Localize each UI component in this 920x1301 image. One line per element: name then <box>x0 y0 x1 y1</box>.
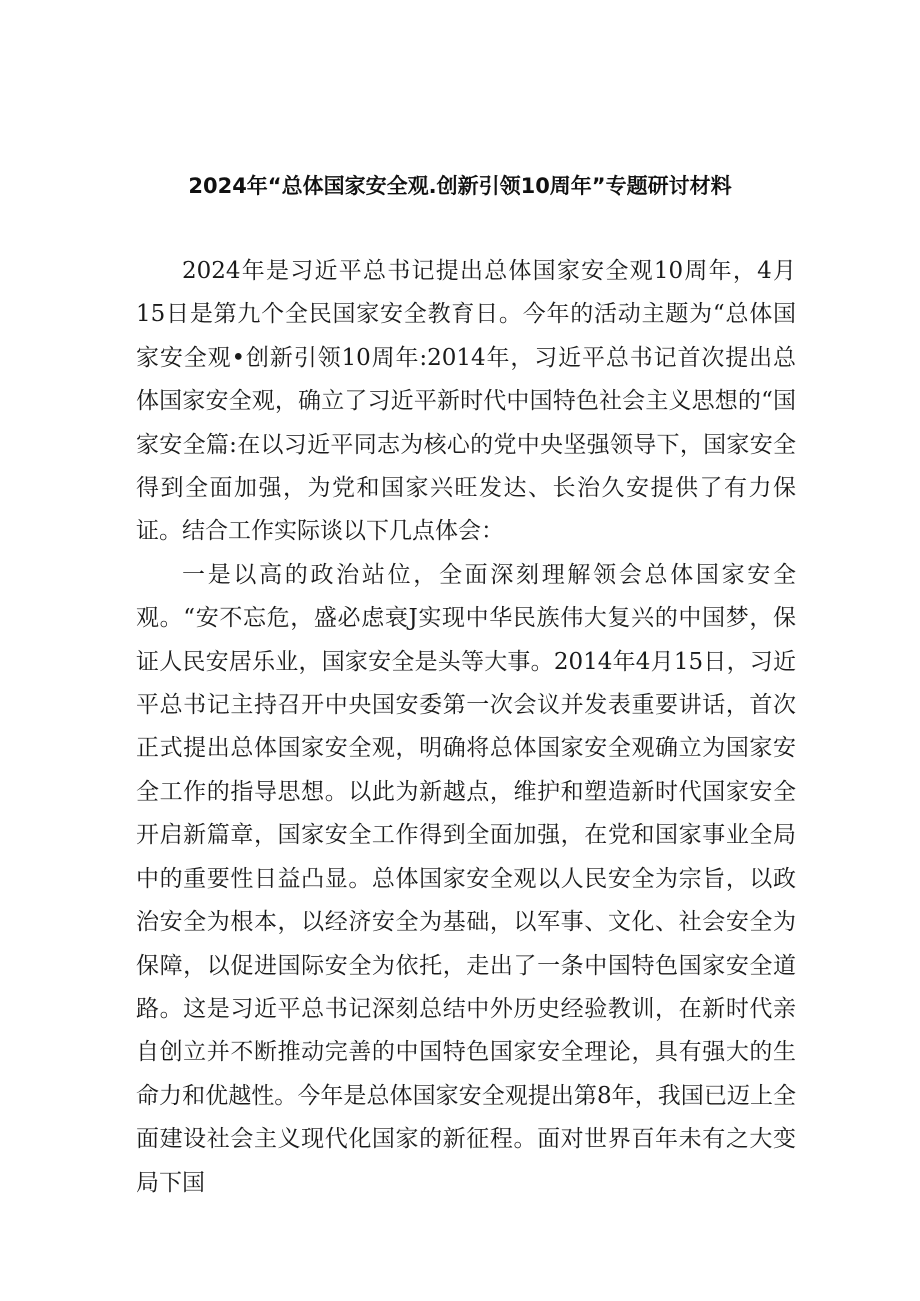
document-title: 2024年“总体国家安全观.创新引领10周年”专题研讨材料 <box>188 174 732 198</box>
paragraph-point-one: 一是以高的政治站位，全面深刻理解领会总体国家安全观。“安不忘危，盛必虑衰J实现中华民族伟大复兴的中国梦，保证人民安居乐业，国家安全是头等大事。2014年4月15日，习近平总书记主持召开中央国安委第一次会议并发表重要讲话，首次正式提出总体国家安全观，明确将总体国家安全观确立为国家安全工作的指导思想。以此为新越点，维护和塑造新时代国家安全开启新篇章，国家安全工作得到全面加强，在党和国家事业全局中的重要性日益凸显。总体国家安全观以人民安全为宗旨，以政治安全为根本，以经济安全为基础，以军事、文化、社会安全为保障，以促进国际安全为依托，走出了一条中国特色国家安全道路。这是习近平总书记深刻总结中外历史经验教训，在新时代亲自创立并不断推动完善的中国特色国家安全理论，具有强大的生命力和优越性。今年是总体国家安全观提出第8年，我国已迈上全面建设社会主义现代化国家的新征程。面对世界百年未有之大变局下国 <box>136 561 796 1196</box>
paragraph-intro: 2024年是习近平总书记提出总体国家安全观10周年，4月15日是第九个全民国家安全教育日。今年的活动主题为“总体国家安全观•创新引领10周年:2014年，习近平总书记首次提出总体国家安全观，确立了习近平新时代中国特色社会主义思想的“国家安全篇:在以习近平同志为核心的党中央坚强领导下，国家安全得到全面加强，为党和国家兴旺发达、长治久安提供了有力保证。结合工作实际谈以下几点体会： <box>136 258 796 545</box>
document-body <box>136 250 796 1205</box>
